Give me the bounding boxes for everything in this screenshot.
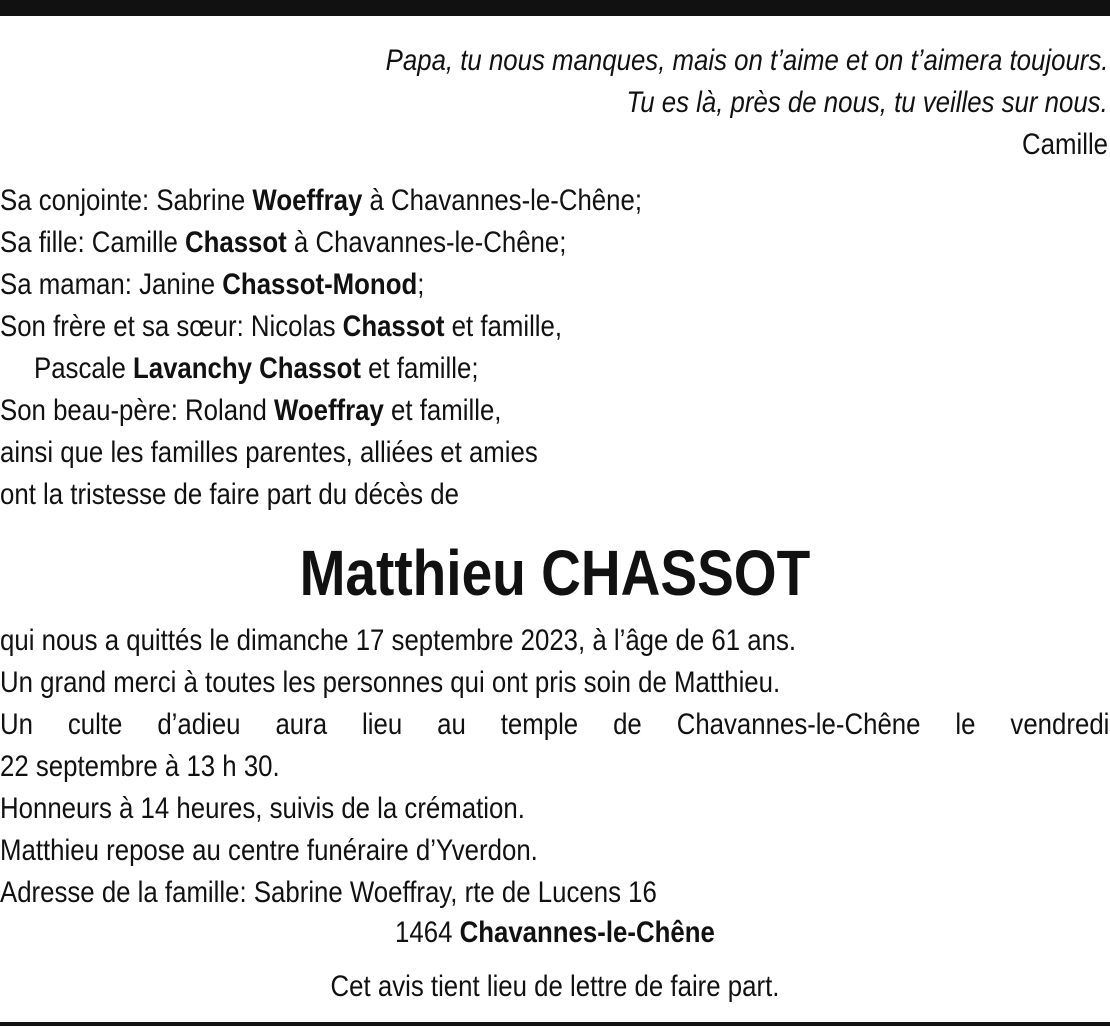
- family-siblings1-suffix: et famille,: [444, 310, 563, 343]
- family-siblings2-prefix: Pascale: [34, 352, 133, 385]
- family-siblings-1: [0, 306, 562, 348]
- quote-line-2: Tu es là, près de nous, tu veilles sur nous.: [626, 86, 1108, 119]
- family-stepfather: [0, 390, 501, 432]
- details-line-3: Un culte d’adieu aura lieu au temple de Chavannes-le-Chêne le vendredi: [0, 708, 1110, 741]
- family-others-2: ont la tristesse de faire part du décès de: [0, 478, 459, 511]
- family-mother: [0, 264, 424, 306]
- bottom-rule: [0, 1022, 1110, 1026]
- family-spouse-surname: Woeffray: [252, 184, 363, 217]
- family-mother-surname: Chassot-Monod: [222, 268, 418, 301]
- quote-line-1: Papa, tu nous manques, mais on t’aime et on t’aimera toujours.: [385, 44, 1108, 77]
- family-mother-prefix: Sa maman: Janine: [0, 268, 223, 301]
- family-siblings2-surname: Lavanchy Chassot: [132, 352, 361, 385]
- family-mother-suffix: ;: [417, 268, 425, 301]
- family-stepfather-prefix: Son beau-père: Roland: [0, 394, 274, 427]
- family-daughter: [0, 222, 566, 264]
- quote-signature: Camille: [1021, 128, 1108, 161]
- details-line-2: Un grand merci à toutes les personnes qui ont pris soin de Matthieu.: [0, 666, 781, 699]
- details-line-7: Adresse de la famille: Sabrine Woeffray, rte de Lucens 16: [0, 876, 657, 909]
- top-rule: [0, 0, 1110, 16]
- deceased-name-text: Matthieu CHASSOT: [299, 537, 811, 609]
- closing-note-text: Cet avis tient lieu de lettre de faire part.: [330, 970, 780, 1003]
- family-daughter-suffix: à Chavannes-le-Chêne;: [286, 226, 567, 259]
- family-stepfather-suffix: et famille,: [383, 394, 502, 427]
- family-stepfather-surname: Woeffray: [273, 394, 384, 427]
- address-postcode: 1464: [395, 916, 460, 949]
- family-daughter-prefix: Sa fille: Camille: [0, 226, 185, 259]
- family-spouse-prefix: Sa conjointe: Sabrine: [0, 184, 253, 217]
- details-line-6: Matthieu repose au centre funéraire d’Yverdon.: [0, 834, 538, 867]
- family-daughter-surname: Chassot: [184, 226, 287, 259]
- details-line-4: 22 septembre à 13 h 30.: [0, 750, 280, 783]
- details-line-5: Honneurs à 14 heures, suivis de la crémation.: [0, 792, 525, 825]
- closing-note: [0, 966, 1110, 1008]
- family-siblings2-suffix: et famille;: [360, 352, 479, 385]
- family-others-1: ainsi que les familles parentes, alliées et amies: [0, 436, 538, 469]
- family-spouse-suffix: à Chavannes-le-Chêne;: [362, 184, 643, 217]
- family-spouse: [0, 180, 642, 222]
- address-town: Chavannes-le-Chêne: [459, 916, 715, 949]
- family-siblings1-surname: Chassot: [342, 310, 445, 343]
- family-address: [0, 912, 1110, 954]
- family-siblings-2: [34, 348, 479, 390]
- family-siblings1-prefix: Son frère et sa sœur: Nicolas: [0, 310, 343, 343]
- deceased-name: [0, 538, 1110, 608]
- details-line-1: qui nous a quittés le dimanche 17 septembre 2023, à l’âge de 61 ans.: [0, 624, 797, 657]
